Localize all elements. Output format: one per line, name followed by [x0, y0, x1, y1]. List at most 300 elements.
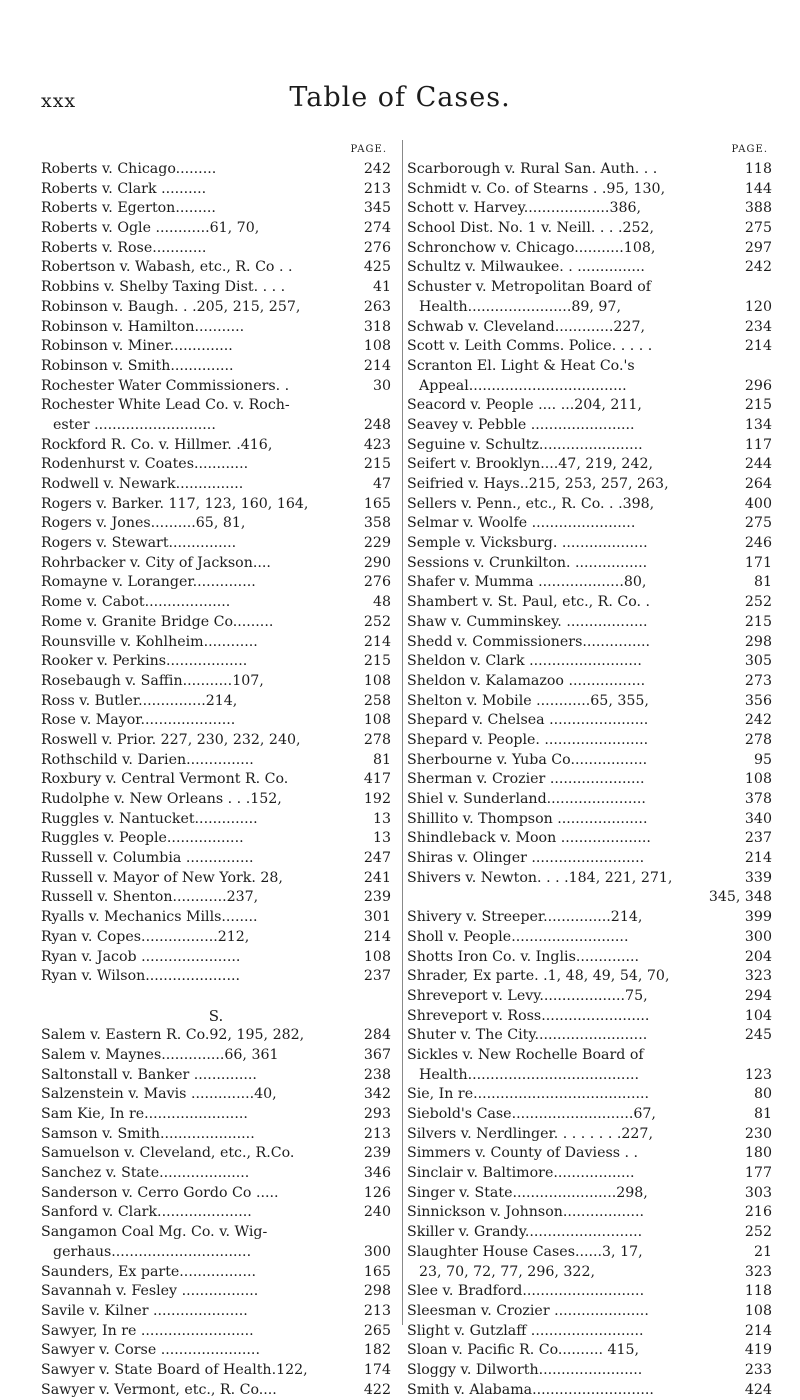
- page-title: Table of Cases.: [289, 82, 511, 113]
- case-page-ref: 47: [372, 476, 391, 492]
- right-column: [407, 140, 772, 1400]
- case-name: Shaw v. Cumminskey. ..................: [407, 613, 648, 630]
- case-entry: [41, 318, 391, 338]
- case-name: Sleesman v. Crozier .....................: [407, 1302, 649, 1319]
- case-entry: [407, 1361, 772, 1381]
- case-entry: [407, 160, 772, 180]
- case-entry: [407, 1203, 772, 1223]
- case-entry: [41, 495, 391, 515]
- case-name: Rockford R. Co. v. Hillmer. .416,: [41, 436, 273, 453]
- case-entry: [407, 633, 772, 653]
- case-name: Rothschild v. Darien...............: [41, 751, 254, 768]
- case-name: 23, 70, 72, 77, 296, 322,: [419, 1263, 595, 1280]
- case-entry: [407, 1243, 772, 1263]
- case-entry: [407, 593, 772, 613]
- case-page-ref: 265: [363, 1322, 391, 1339]
- case-name: Shedd v. Commissioners...............: [407, 633, 651, 650]
- case-entry: [41, 593, 391, 613]
- case-page-ref: 240: [363, 1204, 391, 1221]
- case-name: Shreveport v. Ross........................: [407, 1007, 650, 1024]
- case-entry: [407, 455, 772, 475]
- case-entry: [41, 810, 391, 830]
- case-entry: [41, 298, 391, 318]
- case-name: Sanderson v. Cerro Gordo Co .....: [41, 1184, 279, 1201]
- case-entry: [41, 770, 391, 790]
- case-entry: [407, 1223, 772, 1243]
- case-entry: [41, 928, 391, 948]
- case-entry: [41, 1322, 391, 1342]
- case-entry: [41, 199, 391, 219]
- case-entry: [41, 514, 391, 534]
- case-page-ref: 298: [744, 633, 772, 650]
- case-name: Shotts Iron Co. v. Inglis..............: [407, 948, 639, 965]
- case-name: Sickles v. New Rochelle Board of: [407, 1046, 644, 1063]
- case-name: Robinson v. Hamilton...........: [41, 318, 245, 335]
- case-entry: [407, 751, 772, 771]
- case-name: Ryan v. Wilson.....................: [41, 968, 240, 985]
- case-page-ref: 108: [363, 712, 391, 729]
- case-name: Salem v. Eastern R. Co.92, 195, 282,: [41, 1027, 305, 1044]
- case-page-ref: 342: [363, 1086, 391, 1103]
- case-page-ref: 234: [744, 318, 772, 335]
- case-page-ref: 216: [744, 1204, 772, 1221]
- case-entry: [407, 534, 772, 554]
- case-page-ref: 30: [372, 377, 391, 394]
- case-name: Schuster v. Metropolitan Board of: [407, 279, 652, 296]
- case-name: Semple v. Vicksburg. ...................: [407, 535, 648, 552]
- case-entry: [41, 869, 391, 889]
- case-entry: [407, 239, 772, 259]
- case-entry: [407, 829, 772, 849]
- case-page-ref: 425: [363, 259, 391, 276]
- case-page-ref: 258: [363, 692, 391, 709]
- case-entry: [407, 810, 772, 830]
- case-name: Ryalls v. Mechanics Mills........: [41, 909, 258, 926]
- case-name: Russell v. Columbia ...............: [41, 850, 254, 867]
- case-name: Sie, In re.......................................: [407, 1086, 649, 1103]
- case-page-ref: 297: [744, 239, 772, 256]
- case-name: Schwab v. Cleveland.............227,: [407, 318, 645, 335]
- case-name: Scott v. Leith Comms. Police. . . . .: [407, 338, 653, 355]
- case-name: Rudolphe v. New Orleans . . .152,: [41, 791, 282, 807]
- case-entry: [407, 1105, 772, 1125]
- case-entry: [407, 1302, 772, 1322]
- case-page-ref: 180: [744, 1145, 772, 1162]
- case-name: Rogers v. Barker. 117, 123, 160, 164,: [41, 495, 309, 512]
- case-page-ref: 21: [753, 1243, 772, 1260]
- case-name: Rogers v. Stewart...............: [41, 535, 237, 552]
- case-name: Sam Kie, In re.......................: [41, 1106, 248, 1122]
- case-entry: [41, 652, 391, 672]
- case-page-ref: 239: [363, 1145, 391, 1162]
- case-entry: [407, 1085, 772, 1105]
- page-number: xxx: [41, 90, 77, 112]
- case-name: Rochester White Lead Co. v. Roch-: [41, 397, 290, 414]
- case-name: Shambert v. St. Paul, etc., R. Co. .: [407, 594, 651, 611]
- case-entry: [407, 1007, 772, 1027]
- case-entry: [41, 908, 391, 928]
- case-name: Scranton El. Light & Heat Co.'s: [407, 357, 635, 374]
- case-page-ref: 293: [363, 1106, 391, 1122]
- case-name: Saunders, Ex parte.................: [41, 1263, 256, 1280]
- case-name: Sanford v. Clark.....................: [41, 1204, 252, 1221]
- case-entry: [41, 1184, 391, 1204]
- case-name: Sheldon v. Kalamazoo .................: [407, 672, 646, 689]
- case-entry: [41, 888, 391, 908]
- case-page-ref: 237: [363, 968, 391, 985]
- case-page-ref: 118: [744, 1283, 772, 1300]
- case-page-ref: 263: [363, 298, 391, 315]
- case-page-ref: 252: [744, 1224, 772, 1241]
- case-entry: [41, 1203, 391, 1223]
- case-page-ref: 213: [363, 1125, 391, 1142]
- left-column: [41, 140, 391, 1400]
- case-name: Rogers v. Jones..........65, 81,: [41, 515, 246, 532]
- section-heading: [41, 1007, 391, 1027]
- case-entry: [41, 1085, 391, 1105]
- case-entry: [407, 1282, 772, 1302]
- case-entry: [407, 1263, 772, 1283]
- case-entry: [41, 1341, 391, 1361]
- case-page-ref: 275: [744, 515, 772, 532]
- case-page-ref: 230: [744, 1125, 772, 1142]
- case-entry: [41, 1381, 391, 1400]
- case-entry: [407, 1066, 772, 1086]
- case-page-ref: 399: [744, 909, 772, 926]
- case-name: Sherman v. Crozier .....................: [407, 771, 645, 788]
- case-page-ref: 213: [363, 1302, 391, 1319]
- case-entry: [41, 1164, 391, 1184]
- case-entry: [407, 1164, 772, 1184]
- case-entry: [41, 1302, 391, 1322]
- case-entry: [41, 613, 391, 633]
- case-name: Shelton v. Mobile ............65, 355,: [407, 692, 649, 709]
- case-entry: [407, 1184, 772, 1204]
- case-page-ref: 300: [744, 928, 772, 945]
- case-name: Silvers v. Nerdlinger. . . . . . . .227,: [407, 1125, 653, 1142]
- case-entry: [41, 1361, 391, 1381]
- case-name: Sanchez v. State....................: [41, 1165, 250, 1182]
- case-entry: [41, 1144, 391, 1164]
- case-name: Ross v. Butler...............214,: [41, 692, 238, 709]
- case-entry: [407, 1125, 772, 1145]
- case-page-ref: 214: [744, 1322, 772, 1339]
- case-page-ref: 301: [363, 909, 391, 926]
- case-entry: [41, 534, 391, 554]
- case-entry: [41, 396, 391, 416]
- case-name: Ryan v. Copes.................212,: [41, 928, 250, 945]
- case-name: Sawyer v. Vermont, etc., R. Co....: [41, 1381, 277, 1398]
- case-entry: [41, 180, 391, 200]
- case-name: Singer v. State.......................298,: [407, 1184, 648, 1201]
- case-entry: [407, 731, 772, 751]
- case-name: Shuter v. The City.........................: [407, 1027, 648, 1044]
- case-page-ref: 417: [363, 771, 391, 788]
- case-name: Rounsville v. Kohlheim............: [41, 633, 258, 650]
- case-name: Health.......................89, 97,: [419, 298, 621, 315]
- case-name: Slight v. Gutzlaff .........................: [407, 1322, 644, 1339]
- case-page-ref: 378: [744, 791, 772, 807]
- case-entry: [41, 1046, 391, 1066]
- case-page-ref: 118: [744, 161, 772, 177]
- case-entry: [41, 987, 391, 1007]
- case-name: Schott v. Harvey...................386,: [407, 200, 642, 217]
- case-name: Slaughter House Cases......3, 17,: [407, 1243, 643, 1260]
- case-page-ref: 13: [372, 830, 391, 847]
- case-entry: [41, 1026, 391, 1046]
- case-name: Rochester Water Commissioners. .: [41, 377, 290, 394]
- case-page-ref: 214: [363, 633, 391, 650]
- case-name: Sangamon Coal Mg. Co. v. Wig-: [41, 1224, 268, 1241]
- case-page-ref: 229: [363, 535, 391, 552]
- case-name: Shivery v. Streeper...............214,: [407, 909, 643, 926]
- case-page-ref: 165: [363, 1263, 391, 1280]
- case-name: Scarborough v. Rural San. Auth. . .: [407, 161, 658, 177]
- case-entry: [41, 1282, 391, 1302]
- case-name: Shrader, Ex parte. .1, 48, 49, 54, 70,: [407, 968, 670, 985]
- case-page-ref: 323: [744, 968, 772, 985]
- case-entry: [41, 258, 391, 278]
- case-name: Russell v. Mayor of New York. 28,: [41, 869, 283, 886]
- case-name: Romayne v. Loranger..............: [41, 574, 256, 591]
- case-page-ref: 238: [363, 1066, 391, 1083]
- case-entry: [41, 1243, 391, 1263]
- case-page-ref: 276: [363, 239, 391, 256]
- case-name: Rodwell v. Newark...............: [41, 476, 244, 492]
- case-name: Sessions v. Crunkilton. ................: [407, 554, 648, 571]
- case-page-ref: 284: [363, 1027, 391, 1044]
- case-name: Seavey v. Pebble .......................: [407, 416, 635, 433]
- case-page-ref: 275: [744, 220, 772, 237]
- case-entry: [41, 436, 391, 456]
- case-entry: [41, 967, 391, 987]
- case-name: Salem v. Maynes..............66, 361: [41, 1046, 279, 1063]
- case-name: Savile v. Kilner .....................: [41, 1302, 248, 1319]
- case-page-ref: 177: [744, 1165, 772, 1182]
- case-page-ref: 278: [744, 731, 772, 748]
- case-name: Roberts v. Clark ..........: [41, 180, 207, 197]
- case-entry: [41, 948, 391, 968]
- case-name: Schultz v. Milwaukee. . ...............: [407, 259, 645, 276]
- case-name: Shiel v. Sunderland......................: [407, 791, 646, 807]
- case-entry: [407, 357, 772, 377]
- case-page-ref: 358: [363, 515, 391, 532]
- case-page-ref: 144: [744, 180, 772, 197]
- case-page-ref: 388: [744, 200, 772, 217]
- case-entry: [41, 849, 391, 869]
- case-name: Rose v. Mayor.....................: [41, 712, 236, 729]
- case-entry: [407, 495, 772, 515]
- case-name: Selmar v. Woolfe .......................: [407, 515, 636, 532]
- case-name: Sawyer, In re .........................: [41, 1322, 254, 1339]
- case-entry: [41, 633, 391, 653]
- case-entry: [407, 416, 772, 436]
- case-page-ref: 245: [744, 1027, 772, 1044]
- case-entry: [407, 869, 772, 889]
- case-entry: [41, 790, 391, 810]
- case-page-ref: 340: [744, 810, 772, 827]
- case-name: Samson v. Smith.....................: [41, 1125, 255, 1142]
- case-entry: [41, 672, 391, 692]
- case-page-ref: 237: [744, 830, 772, 847]
- case-name: Health......................................: [419, 1066, 639, 1083]
- case-page-ref: 104: [744, 1007, 772, 1024]
- left-entries: [41, 160, 391, 1400]
- case-page-ref: 192: [363, 791, 391, 807]
- case-page-ref: 214: [363, 928, 391, 945]
- case-name: Schronchow v. Chicago...........108,: [407, 239, 656, 256]
- case-name: Robbins v. Shelby Taxing Dist. . . .: [41, 279, 286, 296]
- case-page-ref: 400: [744, 495, 772, 512]
- case-name: Seguine v. Schultz.......................: [407, 436, 643, 453]
- case-entry: [407, 219, 772, 239]
- case-entry: [41, 455, 391, 475]
- case-page-ref: 215: [744, 613, 772, 630]
- case-page-ref: 81: [372, 751, 391, 768]
- case-entry: [41, 829, 391, 849]
- case-page-ref: 171: [744, 554, 772, 571]
- case-name: Ryan v. Jacob ......................: [41, 948, 241, 965]
- case-page-ref: 422: [363, 1381, 391, 1398]
- case-entry: [41, 1125, 391, 1145]
- case-page-ref: 241: [363, 869, 391, 886]
- case-page-ref: 108: [744, 771, 772, 788]
- case-name: Ruggles v. Nantucket..............: [41, 810, 258, 827]
- case-page-ref: 174: [363, 1361, 391, 1378]
- case-page-ref: 274: [363, 220, 391, 237]
- case-entry: [407, 1026, 772, 1046]
- case-entry: [407, 888, 772, 908]
- case-entry: [407, 849, 772, 869]
- right-entries: [407, 160, 772, 1400]
- case-name: Slee v. Bradford...........................: [407, 1283, 645, 1300]
- case-name: Shiras v. Olinger .........................: [407, 850, 645, 867]
- case-page-ref: 252: [363, 613, 391, 630]
- case-entry: [407, 298, 772, 318]
- case-name: Simmers v. County of Daviess . .: [407, 1145, 639, 1162]
- case-name: Rome v. Granite Bridge Co.........: [41, 613, 274, 630]
- case-entry: [407, 692, 772, 712]
- case-page-ref: 423: [363, 436, 391, 453]
- case-entry: [407, 318, 772, 338]
- case-page-ref: 252: [744, 594, 772, 611]
- case-page-ref: 108: [363, 338, 391, 355]
- case-page-ref: 273: [744, 672, 772, 689]
- case-name: Rome v. Cabot...................: [41, 594, 231, 611]
- case-entry: [41, 751, 391, 771]
- case-page-ref: 165: [363, 495, 391, 512]
- page-column-header: PAGE.: [731, 144, 768, 155]
- case-entry: [407, 573, 772, 593]
- case-entry: [407, 711, 772, 731]
- case-page-ref: 81: [753, 1106, 772, 1122]
- case-name: Smith v. Alabama...........................: [407, 1381, 654, 1398]
- case-page-ref: 244: [744, 456, 772, 473]
- case-entry: [41, 692, 391, 712]
- case-entry: [407, 948, 772, 968]
- case-page-ref: 13: [372, 810, 391, 827]
- case-page-ref: 108: [363, 672, 391, 689]
- case-entry: [407, 436, 772, 456]
- case-page-ref: 214: [744, 850, 772, 867]
- page-column-header: PAGE.: [350, 144, 387, 155]
- case-entry: [407, 258, 772, 278]
- case-entry: [407, 1341, 772, 1361]
- case-name: Seifried v. Hays..215, 253, 257, 263,: [407, 476, 669, 492]
- case-entry: [407, 1144, 772, 1164]
- case-entry: [41, 278, 391, 298]
- case-name: Sloan v. Pacific R. Co.......... 415,: [407, 1342, 640, 1359]
- case-page-ref: 276: [363, 574, 391, 591]
- case-entry: [407, 790, 772, 810]
- case-entry: [407, 672, 772, 692]
- case-entry: [407, 377, 772, 397]
- case-name: Roberts v. Chicago.........: [41, 161, 217, 177]
- case-page-ref: 204: [744, 948, 772, 965]
- case-entry: [407, 180, 772, 200]
- case-page-ref: 296: [744, 377, 772, 394]
- case-page-ref: 305: [744, 653, 772, 670]
- case-page-ref: 233: [744, 1361, 772, 1378]
- case-name: Robertson v. Wabash, etc., R. Co . .: [41, 259, 293, 276]
- case-entry: [407, 908, 772, 928]
- case-page-ref: 215: [363, 456, 391, 473]
- case-entry: [41, 731, 391, 751]
- case-name: School Dist. No. 1 v. Neill. . . .252,: [407, 220, 655, 237]
- case-name: Sinclair v. Baltimore..................: [407, 1165, 635, 1182]
- case-page-ref: 264: [744, 476, 772, 492]
- case-entry: [407, 554, 772, 574]
- case-page-ref: 278: [363, 731, 391, 748]
- case-page-ref: 303: [744, 1184, 772, 1201]
- case-entry: [407, 652, 772, 672]
- case-entry: [41, 711, 391, 731]
- case-page-ref: 108: [363, 948, 391, 965]
- case-page-ref: 242: [744, 259, 772, 276]
- case-name: Rosebaugh v. Saffin...........107,: [41, 672, 264, 689]
- case-name: Sheldon v. Clark .........................: [407, 653, 642, 670]
- case-page-ref: 80: [753, 1086, 772, 1103]
- case-page-ref: 247: [363, 850, 391, 867]
- case-name: Robinson v. Baugh. . .205, 215, 257,: [41, 298, 301, 315]
- case-page-ref: 248: [363, 416, 391, 433]
- case-page-ref: 215: [363, 653, 391, 670]
- case-page-ref: 339: [744, 869, 772, 886]
- case-name: Robinson v. Miner..............: [41, 338, 233, 355]
- case-page-ref: 300: [363, 1243, 391, 1260]
- case-entry: [41, 160, 391, 180]
- case-name: Skiller v. Grandy..........................: [407, 1224, 643, 1241]
- case-entry: [41, 337, 391, 357]
- case-entry: [41, 1066, 391, 1086]
- case-name: Shafer v. Mumma ...................80,: [407, 574, 647, 591]
- case-entry: [41, 1105, 391, 1125]
- case-page-ref: 214: [363, 357, 391, 374]
- case-name: Rohrbacker v. City of Jackson....: [41, 554, 271, 571]
- case-page-ref: 298: [363, 1283, 391, 1300]
- case-name: S.: [208, 1006, 224, 1025]
- case-page-ref: 48: [372, 594, 391, 611]
- case-entry: [407, 514, 772, 534]
- case-page-ref: 323: [744, 1263, 772, 1280]
- case-name: Sinnickson v. Johnson..................: [407, 1204, 645, 1221]
- case-name: Ruggles v. People.................: [41, 830, 244, 847]
- case-page-ref: 290: [363, 554, 391, 571]
- case-name: Roberts v. Ogle ............61, 70,: [41, 220, 260, 237]
- case-name: Sherbourne v. Yuba Co.................: [407, 751, 648, 768]
- case-name: Seifert v. Brooklyn....47, 219, 242,: [407, 456, 654, 473]
- case-name: gerhaus...............................: [53, 1243, 252, 1260]
